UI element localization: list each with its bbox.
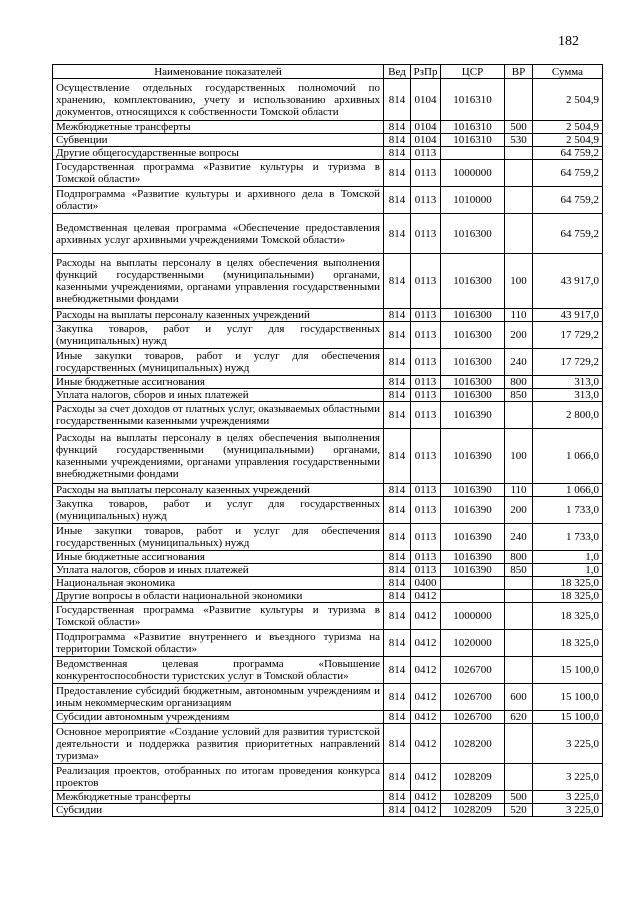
row-sum: 2 800,0 <box>533 402 603 429</box>
row-vr: 500 <box>505 121 533 134</box>
table-row <box>53 657 603 684</box>
row-ved: 814 <box>384 577 411 590</box>
row-rzpr: 0113 <box>411 160 441 187</box>
table-row <box>53 79 603 121</box>
row-vr <box>505 214 533 254</box>
table-row <box>53 254 603 309</box>
row-csr: 1016390 <box>441 564 505 577</box>
row-name: Закупка товаров, работ и услуг для государственных (муниципальных) нужд <box>53 497 384 524</box>
header-sum: Сумма <box>533 65 603 79</box>
row-csr: 1028209 <box>441 791 505 804</box>
row-csr: 1016300 <box>441 376 505 389</box>
row-name: Иные закупки товаров, работ и услуг для обеспечения государственных (муниципальных) нужд <box>53 349 384 376</box>
row-sum: 64 759,2 <box>533 147 603 160</box>
table-row <box>53 214 603 254</box>
row-vr: 600 <box>505 684 533 711</box>
row-csr: 1028200 <box>441 724 505 764</box>
row-name: Расходы на выплаты персоналу в целях обеспечения выполнения функций государственными (муниципальными) органами, казенными учреждениями, органами управления государственными внебюджетными фондами <box>53 254 384 309</box>
row-rzpr: 0400 <box>411 577 441 590</box>
row-sum: 18 325,0 <box>533 603 603 630</box>
row-name: Осуществление отдельных государственных полномочий по хранению, комплектованию, учету и использованию архивных документов, относящихся к собственности Томской области <box>53 79 384 121</box>
row-csr: 1026700 <box>441 684 505 711</box>
row-rzpr: 0412 <box>411 791 441 804</box>
row-vr: 100 <box>505 254 533 309</box>
row-ved: 814 <box>384 630 411 657</box>
row-vr <box>505 657 533 684</box>
row-vr <box>505 160 533 187</box>
row-vr <box>505 590 533 603</box>
row-ved: 814 <box>384 603 411 630</box>
row-ved: 814 <box>384 376 411 389</box>
row-csr: 1028209 <box>441 804 505 817</box>
row-rzpr: 0113 <box>411 214 441 254</box>
row-ved: 814 <box>384 147 411 160</box>
row-vr: 100 <box>505 429 533 484</box>
row-rzpr: 0113 <box>411 322 441 349</box>
table-row <box>53 322 603 349</box>
row-name: Иные закупки товаров, работ и услуг для обеспечения государственных (муниципальных) нужд <box>53 524 384 551</box>
row-sum: 3 225,0 <box>533 724 603 764</box>
row-ved: 814 <box>384 764 411 791</box>
table-row <box>53 389 603 402</box>
row-ved: 814 <box>384 322 411 349</box>
row-vr: 800 <box>505 551 533 564</box>
row-ved: 814 <box>384 79 411 121</box>
row-name: Межбюджетные трансферты <box>53 121 384 134</box>
row-rzpr: 0113 <box>411 349 441 376</box>
table-header <box>53 65 603 79</box>
row-rzpr: 0104 <box>411 79 441 121</box>
row-ved: 814 <box>384 349 411 376</box>
table-row <box>53 121 603 134</box>
header-rzpr: РзПр <box>411 65 441 79</box>
row-csr: 1016390 <box>441 429 505 484</box>
header-row <box>53 65 603 79</box>
table-row <box>53 160 603 187</box>
row-vr: 850 <box>505 564 533 577</box>
row-rzpr: 0412 <box>411 724 441 764</box>
row-vr: 110 <box>505 484 533 497</box>
row-name: Уплата налогов, сборов и иных платежей <box>53 564 384 577</box>
row-name: Ведомственная целевая программа «Повышение конкурентоспособности туристских услуг в Томской области» <box>53 657 384 684</box>
row-ved: 814 <box>384 484 411 497</box>
row-vr: 500 <box>505 791 533 804</box>
header-ved: Вед <box>384 65 411 79</box>
row-ved: 814 <box>384 160 411 187</box>
row-ved: 814 <box>384 590 411 603</box>
row-rzpr: 0412 <box>411 804 441 817</box>
row-rzpr: 0113 <box>411 564 441 577</box>
row-ved: 814 <box>384 711 411 724</box>
row-ved: 814 <box>384 657 411 684</box>
row-name: Подпрограмма «Развитие внутреннего и въездного туризма на территории Томской области» <box>53 630 384 657</box>
row-csr: 1016300 <box>441 349 505 376</box>
row-sum: 3 225,0 <box>533 804 603 817</box>
row-name: Расходы на выплаты персоналу казенных учреждений <box>53 484 384 497</box>
table-row <box>53 524 603 551</box>
row-vr <box>505 187 533 214</box>
row-name: Государственная программа «Развитие культуры и туризма в Томской области» <box>53 160 384 187</box>
row-sum: 15 100,0 <box>533 657 603 684</box>
row-csr: 1016300 <box>441 322 505 349</box>
row-ved: 814 <box>384 524 411 551</box>
row-csr: 1020000 <box>441 630 505 657</box>
row-vr <box>505 147 533 160</box>
row-rzpr: 0104 <box>411 134 441 147</box>
row-vr: 800 <box>505 376 533 389</box>
page-number: 182 <box>558 34 579 49</box>
row-vr <box>505 764 533 791</box>
row-name: Иные бюджетные ассигнования <box>53 551 384 564</box>
row-ved: 814 <box>384 429 411 484</box>
row-csr: 1016300 <box>441 214 505 254</box>
row-csr: 1016390 <box>441 497 505 524</box>
table-row <box>53 764 603 791</box>
row-ved: 814 <box>384 187 411 214</box>
row-sum: 17 729,2 <box>533 322 603 349</box>
row-rzpr: 0113 <box>411 309 441 322</box>
row-rzpr: 0113 <box>411 429 441 484</box>
row-vr: 240 <box>505 524 533 551</box>
row-csr: 1016390 <box>441 402 505 429</box>
row-csr: 1026700 <box>441 657 505 684</box>
row-vr <box>505 603 533 630</box>
row-ved: 814 <box>384 497 411 524</box>
table-row <box>53 630 603 657</box>
header-name: Наименование показателей <box>53 65 384 79</box>
table-row <box>53 791 603 804</box>
row-vr: 200 <box>505 322 533 349</box>
table-row <box>53 711 603 724</box>
row-rzpr: 0412 <box>411 657 441 684</box>
row-vr: 110 <box>505 309 533 322</box>
table-row <box>53 309 603 322</box>
row-ved: 814 <box>384 684 411 711</box>
row-rzpr: 0412 <box>411 590 441 603</box>
table-row <box>53 484 603 497</box>
row-csr: 1016390 <box>441 551 505 564</box>
table-row <box>53 551 603 564</box>
table-row <box>53 376 603 389</box>
table-row <box>53 577 603 590</box>
row-rzpr: 0412 <box>411 711 441 724</box>
table-row <box>53 497 603 524</box>
row-sum: 18 325,0 <box>533 590 603 603</box>
row-sum: 1 733,0 <box>533 524 603 551</box>
row-sum: 17 729,2 <box>533 349 603 376</box>
row-csr: 1000000 <box>441 603 505 630</box>
row-vr: 850 <box>505 389 533 402</box>
row-name: Другие вопросы в области национальной экономики <box>53 590 384 603</box>
header-vr: ВР <box>505 65 533 79</box>
row-ved: 814 <box>384 791 411 804</box>
row-csr: 1028209 <box>441 764 505 791</box>
row-sum: 64 759,2 <box>533 214 603 254</box>
row-csr: 1016300 <box>441 254 505 309</box>
row-name: Субвенции <box>53 134 384 147</box>
table-row <box>53 724 603 764</box>
row-ved: 814 <box>384 724 411 764</box>
row-csr <box>441 147 505 160</box>
table-row <box>53 402 603 429</box>
row-csr: 1016310 <box>441 134 505 147</box>
row-name: Субсидии автономным учреждениям <box>53 711 384 724</box>
row-name: Уплата налогов, сборов и иных платежей <box>53 389 384 402</box>
row-csr: 1016300 <box>441 389 505 402</box>
row-name: Расходы за счет доходов от платных услуг, оказываемых областными государственными казенными учреждениями <box>53 402 384 429</box>
row-rzpr: 0412 <box>411 630 441 657</box>
row-rzpr: 0113 <box>411 376 441 389</box>
row-rzpr: 0412 <box>411 603 441 630</box>
row-rzpr: 0113 <box>411 187 441 214</box>
row-sum: 313,0 <box>533 376 603 389</box>
row-sum: 1,0 <box>533 551 603 564</box>
row-ved: 814 <box>384 402 411 429</box>
row-sum: 64 759,2 <box>533 187 603 214</box>
row-sum: 43 917,0 <box>533 254 603 309</box>
row-csr <box>441 590 505 603</box>
row-csr: 1016310 <box>441 121 505 134</box>
row-ved: 814 <box>384 309 411 322</box>
row-sum: 2 504,9 <box>533 121 603 134</box>
row-rzpr: 0104 <box>411 121 441 134</box>
table-row <box>53 187 603 214</box>
row-sum: 3 225,0 <box>533 764 603 791</box>
row-ved: 814 <box>384 804 411 817</box>
row-sum: 313,0 <box>533 389 603 402</box>
row-vr: 530 <box>505 134 533 147</box>
row-ved: 814 <box>384 564 411 577</box>
row-ved: 814 <box>384 134 411 147</box>
table-row <box>53 684 603 711</box>
row-name: Предоставление субсидий бюджетным, автономным учреждениям и иным некоммерческим организациям <box>53 684 384 711</box>
row-name: Межбюджетные трансферты <box>53 791 384 804</box>
row-name: Основное мероприятие «Создание условий для развития туристской деятельности и поддержка развития приоритетных направлений туризма» <box>53 724 384 764</box>
row-rzpr: 0113 <box>411 484 441 497</box>
row-rzpr: 0113 <box>411 524 441 551</box>
row-csr: 1026700 <box>441 711 505 724</box>
row-sum: 1 066,0 <box>533 484 603 497</box>
row-csr: 1016310 <box>441 79 505 121</box>
row-sum: 18 325,0 <box>533 630 603 657</box>
row-name: Государственная программа «Развитие культуры и туризма в Томской области» <box>53 603 384 630</box>
row-vr <box>505 79 533 121</box>
budget-table <box>52 64 603 817</box>
row-sum: 2 504,9 <box>533 134 603 147</box>
row-name: Расходы на выплаты персоналу казенных учреждений <box>53 309 384 322</box>
table-row <box>53 349 603 376</box>
table-row <box>53 590 603 603</box>
row-name: Иные бюджетные ассигнования <box>53 376 384 389</box>
row-name: Национальная экономика <box>53 577 384 590</box>
row-ved: 814 <box>384 214 411 254</box>
table-row <box>53 564 603 577</box>
row-rzpr: 0113 <box>411 389 441 402</box>
row-name: Другие общегосударственные вопросы <box>53 147 384 160</box>
row-sum: 15 100,0 <box>533 684 603 711</box>
row-rzpr: 0113 <box>411 551 441 564</box>
row-rzpr: 0412 <box>411 684 441 711</box>
row-rzpr: 0412 <box>411 764 441 791</box>
table-body <box>53 79 603 817</box>
row-ved: 814 <box>384 254 411 309</box>
row-name: Субсидии <box>53 804 384 817</box>
header-csr: ЦСР <box>441 65 505 79</box>
row-ved: 814 <box>384 551 411 564</box>
row-name: Ведомственная целевая программа «Обеспечение предоставления архивных услуг архивными учреждениями Томской области» <box>53 214 384 254</box>
row-rzpr: 0113 <box>411 402 441 429</box>
row-vr: 240 <box>505 349 533 376</box>
row-csr: 1010000 <box>441 187 505 214</box>
row-sum: 3 225,0 <box>533 791 603 804</box>
table-row <box>53 804 603 817</box>
row-rzpr: 0113 <box>411 497 441 524</box>
row-vr: 200 <box>505 497 533 524</box>
row-sum: 15 100,0 <box>533 711 603 724</box>
row-csr: 1016300 <box>441 309 505 322</box>
row-name: Подпрограмма «Развитие культуры и архивного дела в Томской области» <box>53 187 384 214</box>
row-vr: 620 <box>505 711 533 724</box>
table-row <box>53 134 603 147</box>
row-sum: 2 504,9 <box>533 79 603 121</box>
row-csr: 1016390 <box>441 484 505 497</box>
row-ved: 814 <box>384 121 411 134</box>
row-name: Реализация проектов, отобранных по итогам проведения конкурса проектов <box>53 764 384 791</box>
row-sum: 64 759,2 <box>533 160 603 187</box>
row-sum: 43 917,0 <box>533 309 603 322</box>
row-vr: 520 <box>505 804 533 817</box>
row-rzpr: 0113 <box>411 254 441 309</box>
row-ved: 814 <box>384 389 411 402</box>
row-csr: 1000000 <box>441 160 505 187</box>
row-sum: 1,0 <box>533 564 603 577</box>
row-csr <box>441 577 505 590</box>
row-name: Расходы на выплаты персоналу в целях обеспечения выполнения функций государственными (муниципальными) органами, казенными учреждениями, органами управления государственными внебюджетными фондами <box>53 429 384 484</box>
row-rzpr: 0113 <box>411 147 441 160</box>
row-vr <box>505 402 533 429</box>
table-row <box>53 429 603 484</box>
row-sum: 1 733,0 <box>533 497 603 524</box>
table-row <box>53 603 603 630</box>
row-vr <box>505 577 533 590</box>
row-sum: 18 325,0 <box>533 577 603 590</box>
row-csr: 1016390 <box>441 524 505 551</box>
row-name: Закупка товаров, работ и услуг для государственных (муниципальных) нужд <box>53 322 384 349</box>
table-row <box>53 147 603 160</box>
row-vr <box>505 724 533 764</box>
row-vr <box>505 630 533 657</box>
row-sum: 1 066,0 <box>533 429 603 484</box>
